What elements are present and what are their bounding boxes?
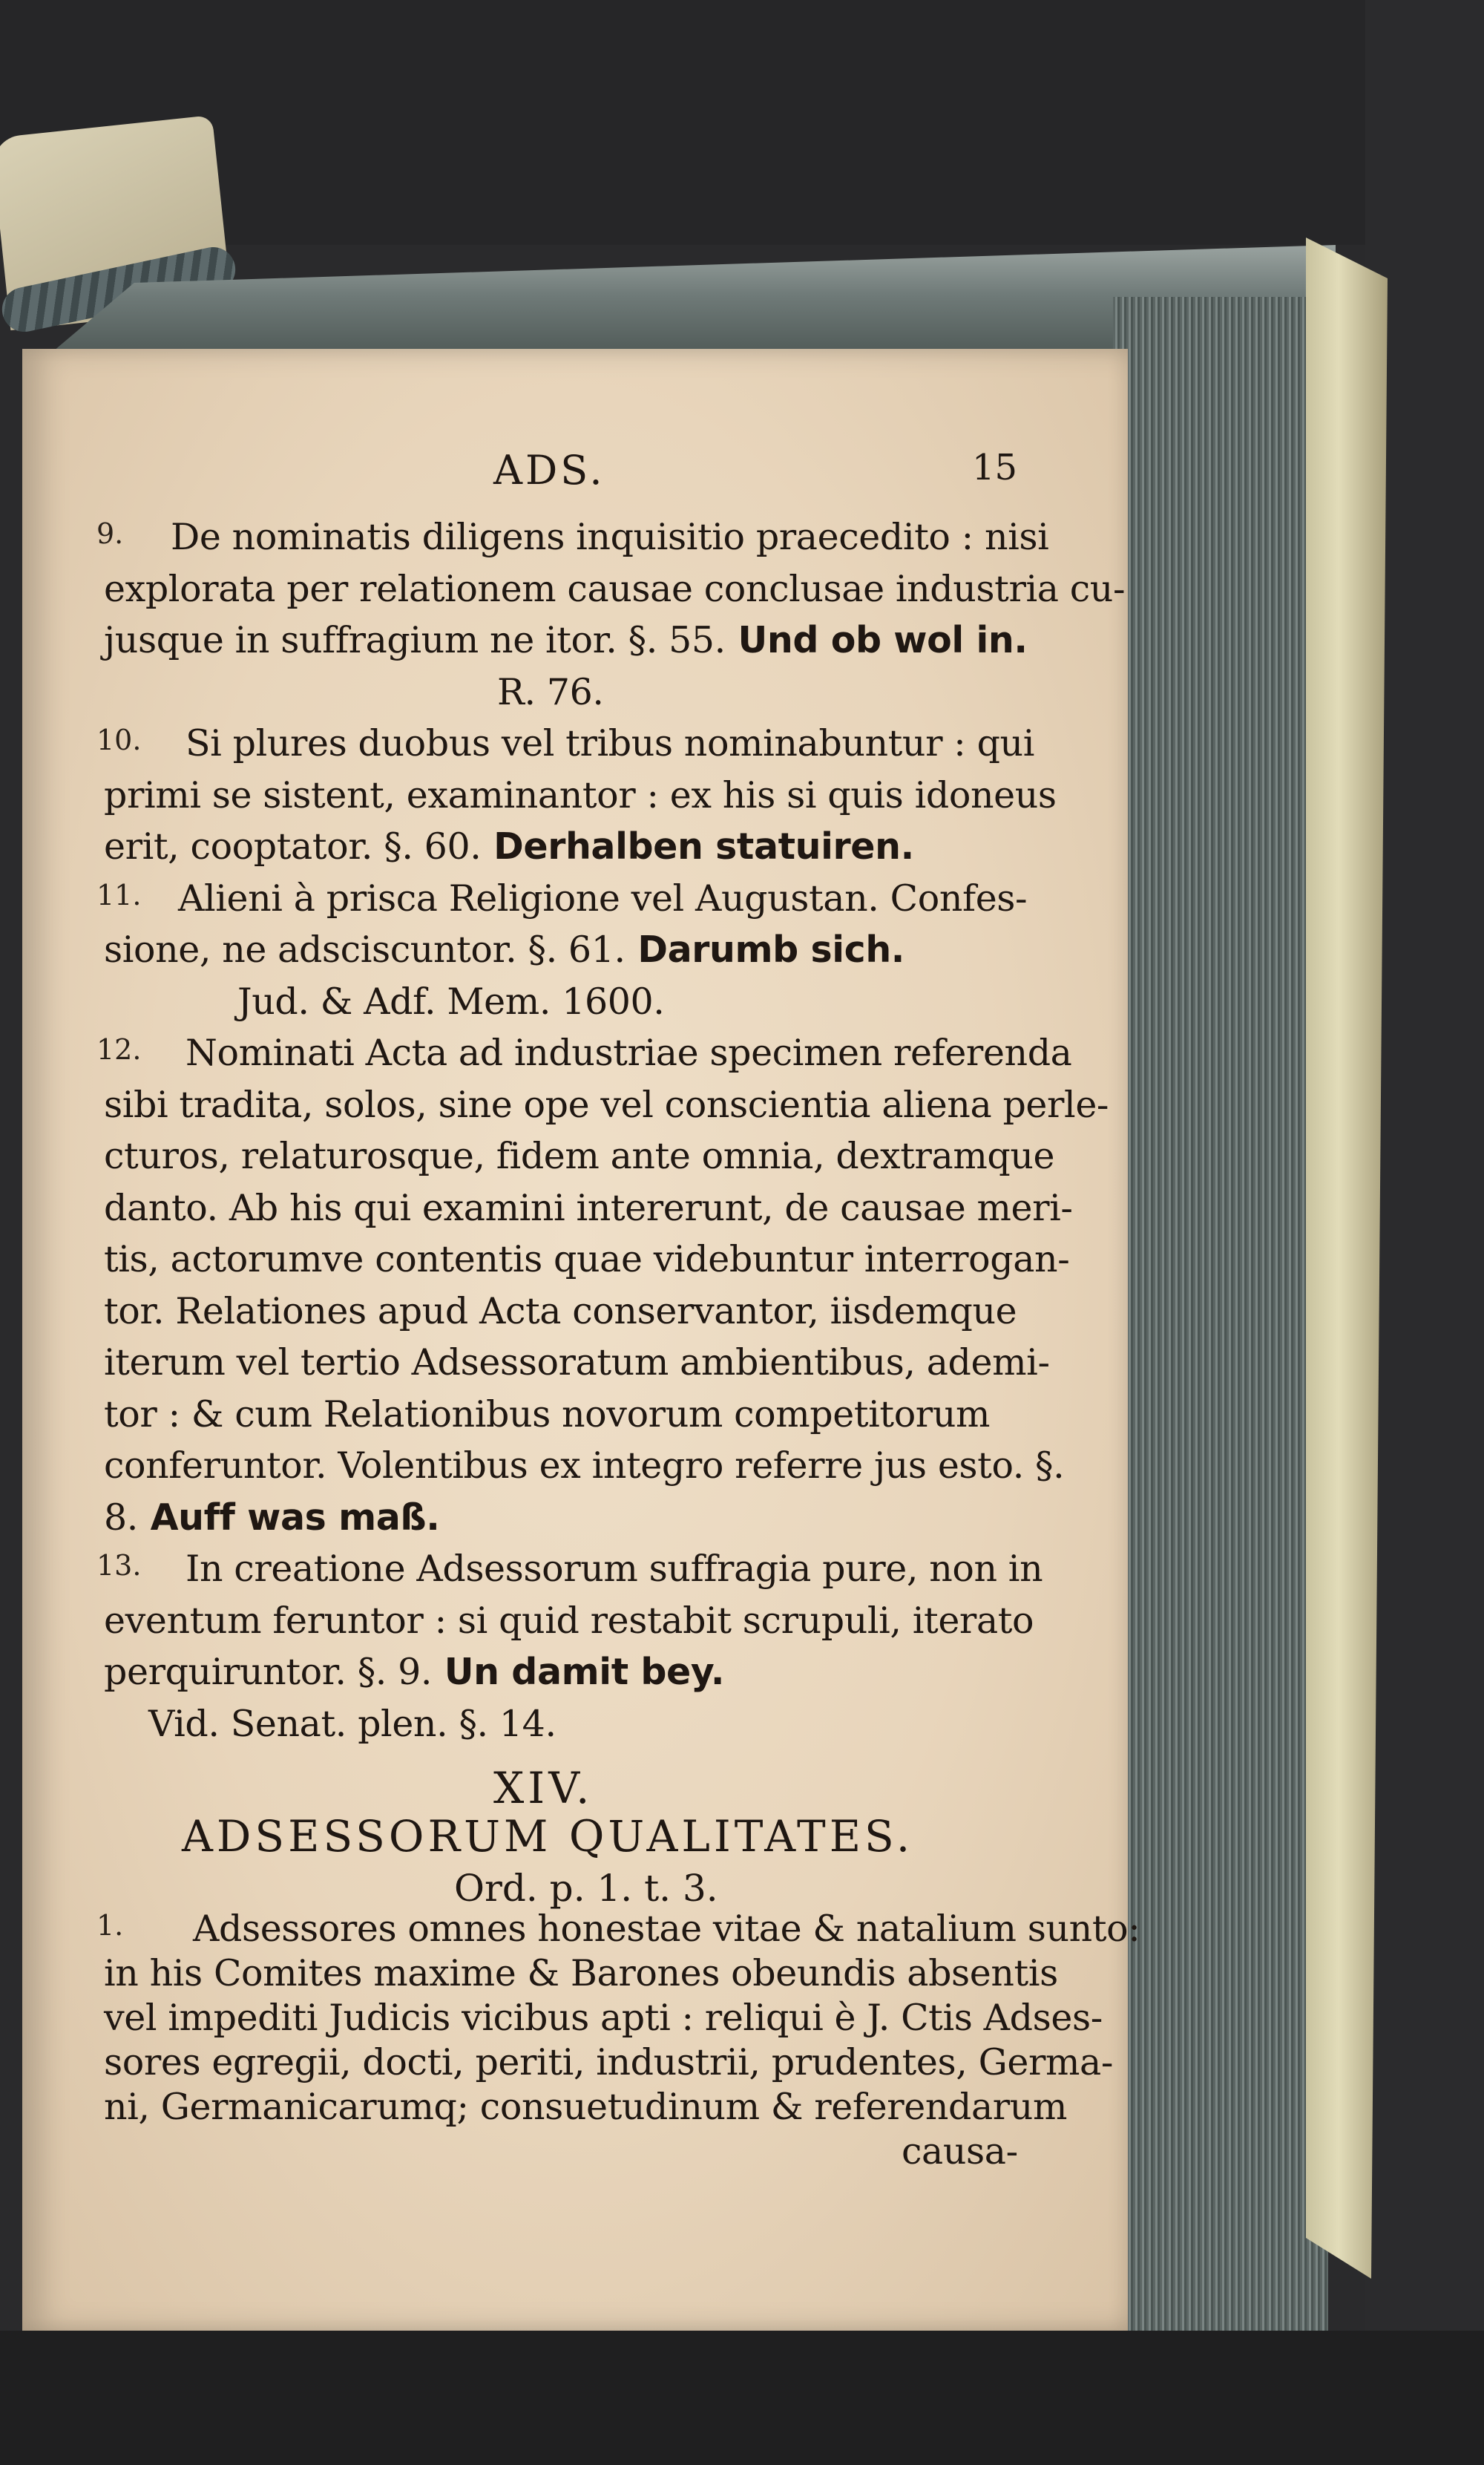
line-text: sibi tradita, solos, sine ope vel conscientia aliena perle-	[104, 1083, 1109, 1126]
section-title: ADSESSORUM QUALITATES.	[182, 1811, 914, 1862]
line-text: R. 76.	[497, 670, 604, 713]
section-number: XIV.	[493, 1763, 594, 1813]
text-line	[104, 1444, 1064, 1487]
text-line	[104, 1341, 1050, 1384]
text-line	[902, 2130, 1018, 2173]
german-blackletter-text: Un damit bey.	[432, 1651, 725, 1693]
line-text: jusque in suffragium ne itor. §. 55.	[104, 619, 726, 661]
line-text: eventum feruntor : si quid restabit scrupuli, iterato	[104, 1599, 1034, 1642]
line-text: Si plures duobus vel tribus nominabuntur : qui	[186, 722, 1034, 765]
line-text: causa-	[902, 2130, 1018, 2173]
german-blackletter-text: Darumb sich.	[625, 929, 905, 971]
line-text: tor : & cum Relationibus novorum competitorum	[104, 1392, 991, 1436]
line-text: 8.	[104, 1496, 138, 1539]
line-text: erit, cooptator. §. 60.	[104, 825, 482, 868]
line-text: De nominatis diligens inquisitio praecedito : nisi	[171, 516, 1049, 558]
line-text: cturos, relaturosque, fidem ante omnia, dextramque	[104, 1135, 1055, 1177]
line-text: tor. Relationes apud Acta conservantor, iisdemque	[104, 1289, 1017, 1332]
line-text: primi se sistent, examinantor : ex his si quis idoneus	[104, 773, 1057, 816]
background-top	[0, 0, 1484, 245]
text-line	[104, 1238, 1069, 1280]
line-text: danto. Ab his qui examini intererunt, de causae meri-	[104, 1186, 1073, 1229]
text-line	[104, 1651, 724, 1693]
text-line	[104, 1135, 1054, 1177]
text-line	[237, 981, 664, 1023]
text-line	[104, 1290, 1017, 1332]
line-text: vel impediti Judicis vicibus apti : reliqui è J. Ctis Adses-	[104, 1997, 1103, 2039]
line-text: Nominati Acta ad industriae specimen referenda	[186, 1032, 1072, 1074]
text-line	[104, 1393, 990, 1436]
line-text: iterum vel tertio Adsessoratum ambientibus, ademi-	[104, 1341, 1050, 1384]
text-line	[104, 825, 914, 868]
page-header	[0, 447, 1484, 499]
line-text: sione, ne adsciscuntor. §. 61.	[104, 929, 626, 971]
text-line	[104, 1952, 1058, 1994]
line-text: Jud. & Adf. Mem. 1600.	[237, 980, 665, 1023]
text-line	[186, 722, 1034, 765]
text-line	[497, 671, 604, 713]
text-line	[178, 877, 1027, 920]
paragraph-number: 13.	[96, 1549, 142, 1582]
text-line	[186, 1548, 1043, 1590]
text-line	[104, 1600, 1034, 1642]
running-head: ADS.	[493, 447, 605, 494]
line-text: sores egregii, docti, periti, industrii, prudentes, Germa-	[104, 2041, 1113, 2083]
text-line	[186, 1032, 1072, 1074]
text-line	[104, 568, 1125, 610]
line-text: conferuntor. Volentibus ex integro referre jus esto. §.	[104, 1444, 1065, 1487]
line-text: perquiruntor. §. 9.	[104, 1651, 433, 1693]
text-line	[104, 1997, 1103, 2039]
german-blackletter-text: Derhalben statuiren.	[481, 825, 914, 868]
text-line	[104, 1496, 439, 1539]
paragraph-number: 12.	[96, 1033, 142, 1066]
text-line	[171, 516, 1048, 558]
text-line	[104, 929, 904, 971]
paragraph-number: 10.	[96, 724, 142, 756]
german-blackletter-text: Auff was maß.	[137, 1496, 440, 1539]
line-text: ni, Germanicarumq; consuetudinum & referendarum	[104, 2086, 1068, 2128]
text-line	[104, 1187, 1073, 1229]
text-line	[104, 774, 1057, 816]
page-number: 15	[972, 447, 1018, 488]
line-text: Vid. Senat. plen. §. 14.	[148, 1702, 556, 1745]
text-line	[104, 2041, 1113, 2083]
paragraph-number: 1.	[96, 1909, 124, 1942]
line-text: tis, actorumve contentis quae videbuntur interrogan-	[104, 1238, 1070, 1280]
text-line	[193, 1908, 1140, 1950]
section-reference: Ord. p. 1. t. 3.	[454, 1867, 718, 1910]
line-text: Adsessores omnes honestae vitae & natalium sunto:	[193, 1908, 1140, 1950]
text-line	[104, 619, 1028, 661]
paragraph-number: 9.	[96, 517, 124, 550]
text-line	[104, 2086, 1067, 2128]
book-fore-edge	[1113, 297, 1328, 2331]
background-bottom	[0, 2331, 1484, 2465]
line-text: In creatione Adsessorum suffragia pure, non in	[186, 1548, 1043, 1590]
german-blackletter-text: Und ob wol in.	[725, 619, 1028, 661]
line-text: explorata per relationem causae conclusae industria cu-	[104, 567, 1126, 610]
text-line	[104, 1084, 1109, 1126]
line-text: in his Comites maxime & Barones obeundis absentis	[104, 1952, 1058, 1994]
line-text: Alieni à prisca Religione vel Augustan. Confes-	[178, 877, 1028, 920]
paragraph-number: 11.	[96, 878, 142, 911]
text-line	[148, 1703, 556, 1745]
